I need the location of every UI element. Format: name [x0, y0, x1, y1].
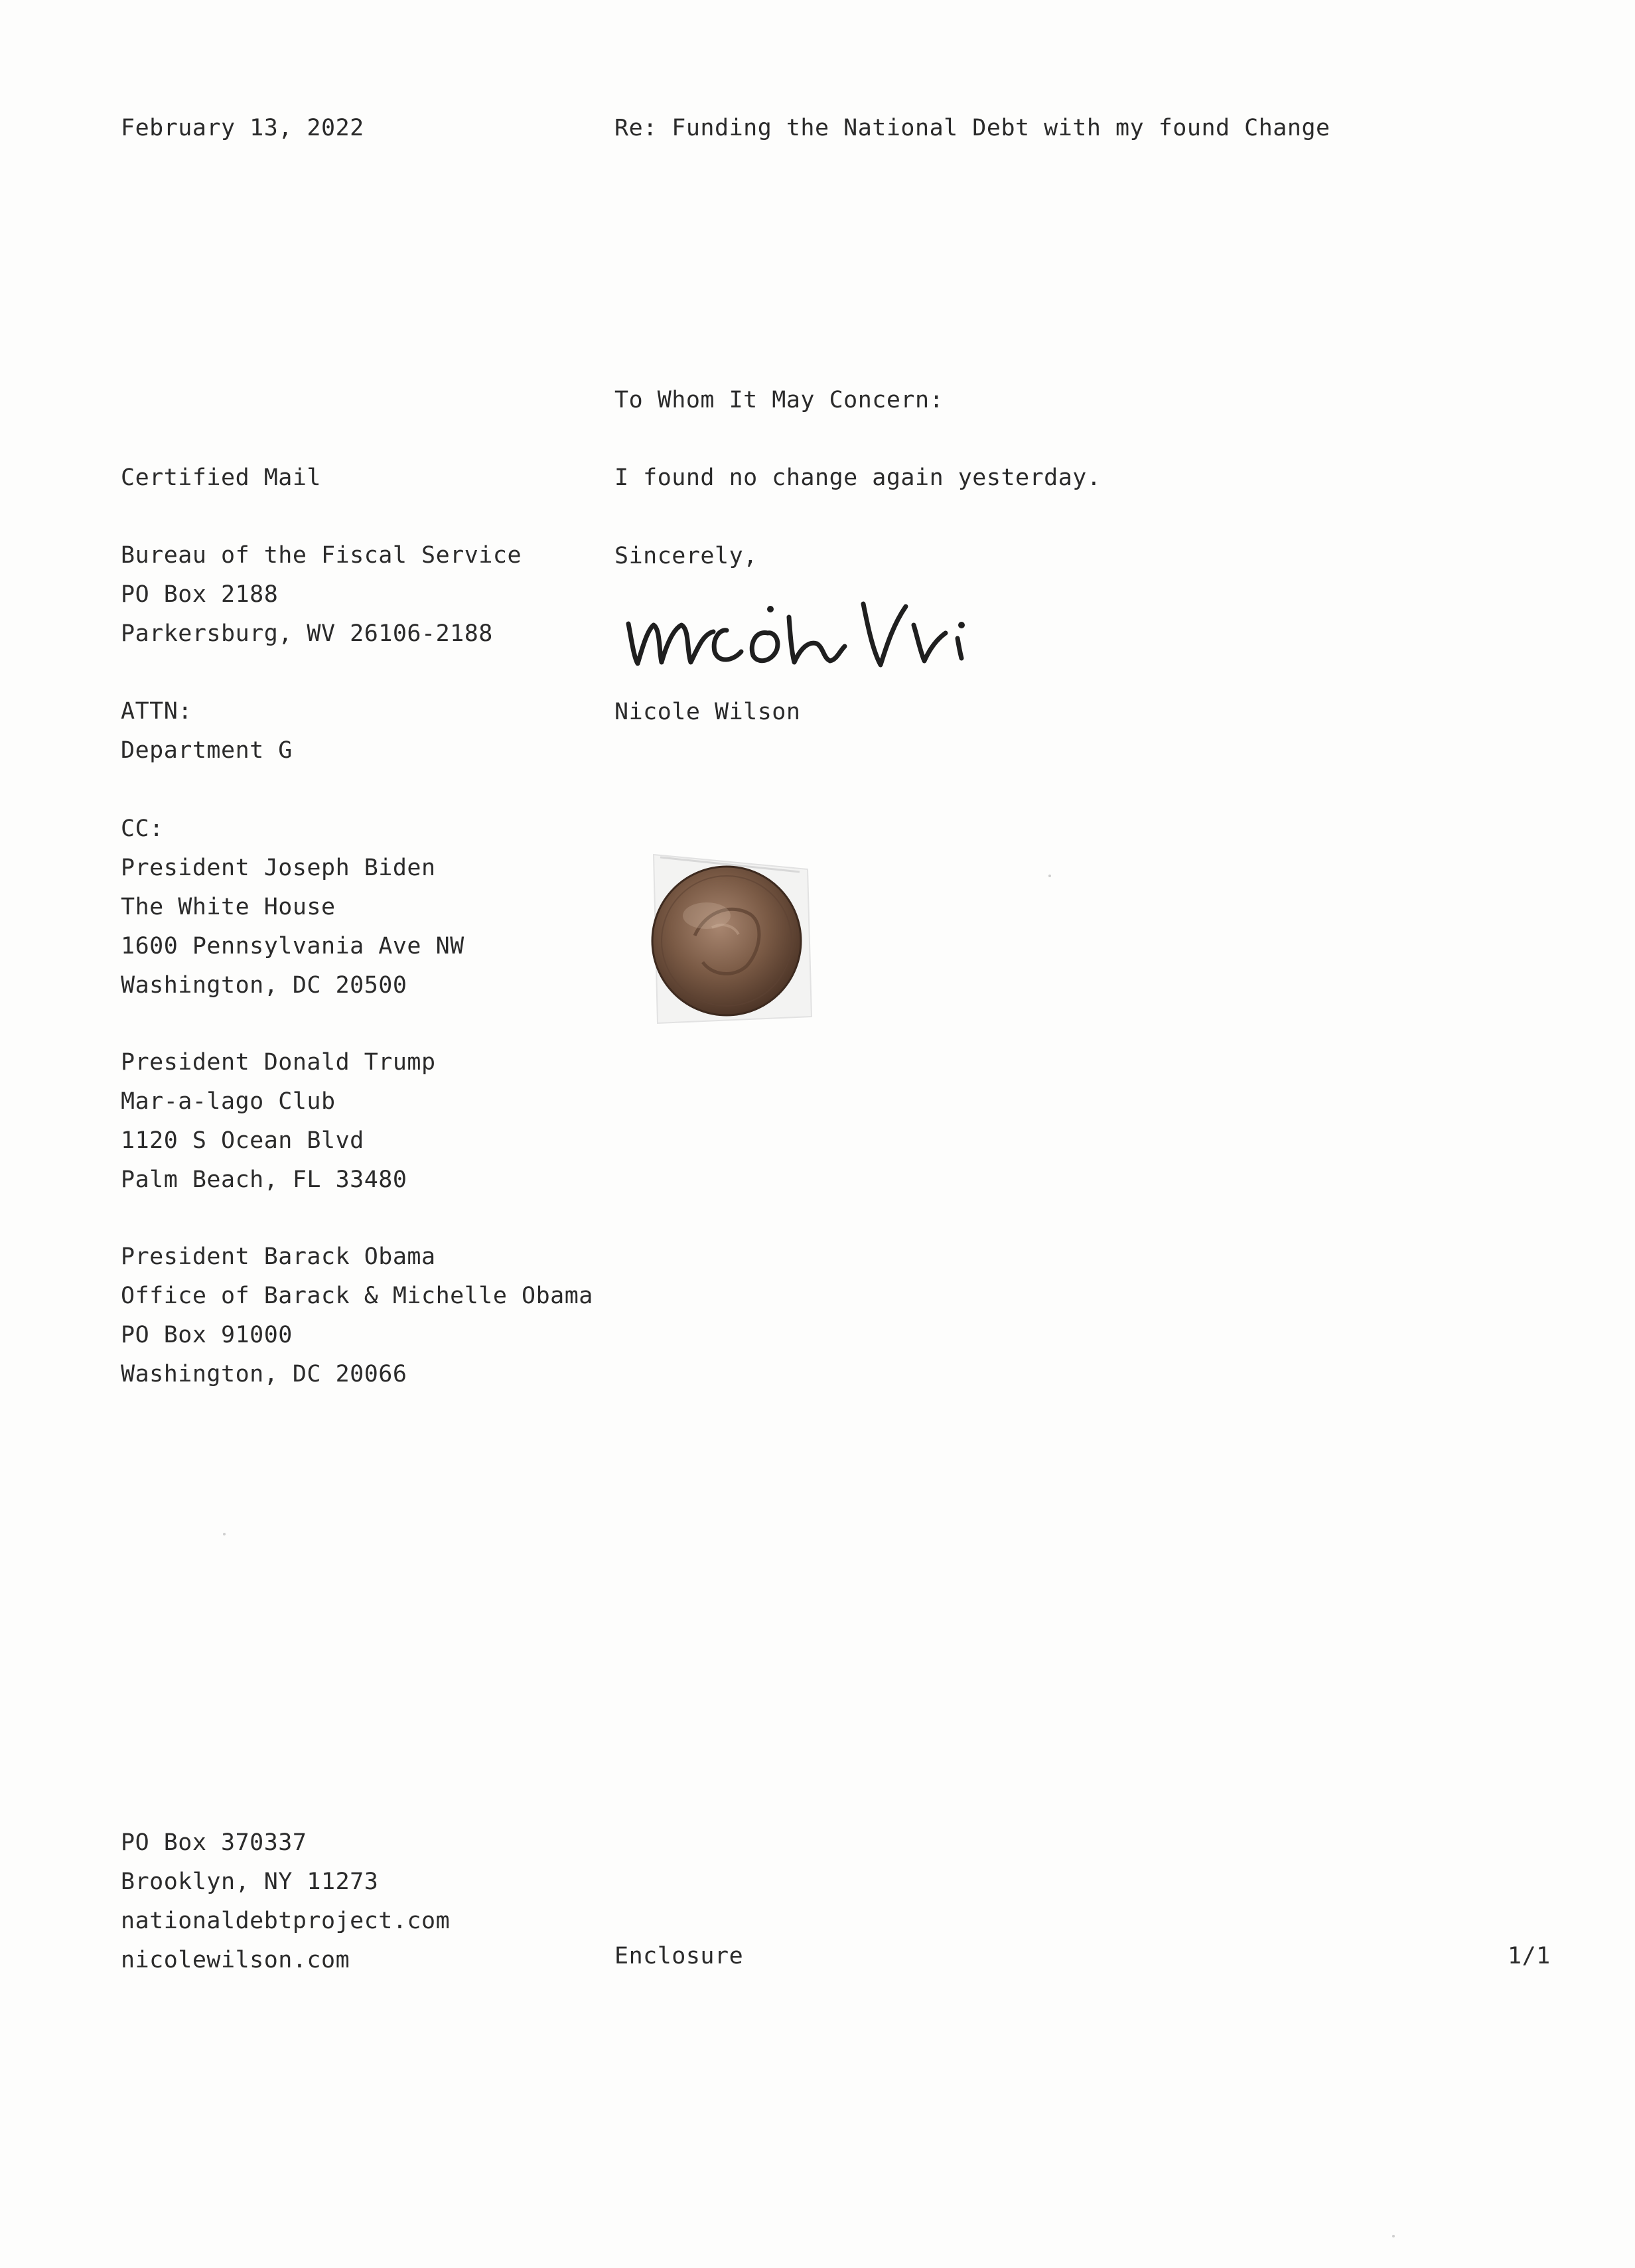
paper-speck: [223, 1533, 226, 1535]
recipient-line: PO Box 2188: [121, 581, 279, 608]
sender-line: PO Box 370337: [121, 1829, 307, 1856]
cc-line: 1600 Pennsylvania Ave NW: [121, 933, 464, 959]
cc-line: Mar-a-lago Club: [121, 1088, 336, 1115]
cc-line: PO Box 91000: [121, 1322, 293, 1348]
cc-line: President Joseph Biden: [121, 855, 436, 881]
recipient-address: [121, 536, 522, 654]
recipient-line: Parkersburg, WV 26106-2188: [121, 620, 493, 647]
cc-block-obama: [121, 1238, 593, 1394]
salutation: To Whom It May Concern:: [614, 387, 944, 413]
cc-block-biden: [121, 810, 464, 1005]
letter-date: February 13, 2022: [121, 115, 364, 141]
handwritten-signature: [620, 577, 992, 683]
cc-line: President Barack Obama: [121, 1243, 436, 1270]
cc-line: Washington, DC 20066: [121, 1361, 407, 1387]
cc-line: President Donald Trump: [121, 1049, 436, 1076]
signer-name: Nicole Wilson: [614, 699, 801, 725]
paper-speck: [1048, 875, 1051, 877]
sender-website: nationaldebtproject.com: [121, 1908, 451, 1934]
cc-label: CC:: [121, 815, 164, 842]
cc-line: 1120 S Ocean Blvd: [121, 1127, 364, 1154]
recipient-line: Bureau of the Fiscal Service: [121, 542, 522, 569]
cc-line: Washington, DC 20500: [121, 972, 407, 999]
cc-line: Palm Beach, FL 33480: [121, 1167, 407, 1193]
letter-subject: Re: Funding the National Debt with my found Change: [614, 115, 1330, 141]
cc-line: The White House: [121, 894, 336, 920]
closing: Sincerely,: [614, 543, 758, 569]
page-number: 1/1: [1508, 1943, 1551, 1969]
attn-label: ATTN:: [121, 698, 192, 725]
sender-line: Brooklyn, NY 11273: [121, 1869, 379, 1895]
letter-body: I found no change again yesterday.: [614, 464, 1102, 491]
sender-website: nicolewilson.com: [121, 1947, 350, 1973]
mailing-method: Certified Mail: [121, 464, 322, 491]
enclosure-note: Enclosure: [614, 1943, 744, 1969]
attn-block: [121, 692, 293, 770]
paper-speck: [1392, 2235, 1395, 2237]
cc-block-trump: [121, 1043, 436, 1200]
attn-department: Department G: [121, 737, 293, 764]
coin-enclosure-image: [634, 843, 819, 1028]
sender-address: [121, 1823, 450, 1980]
cc-line: Office of Barack & Michelle Obama: [121, 1283, 593, 1309]
